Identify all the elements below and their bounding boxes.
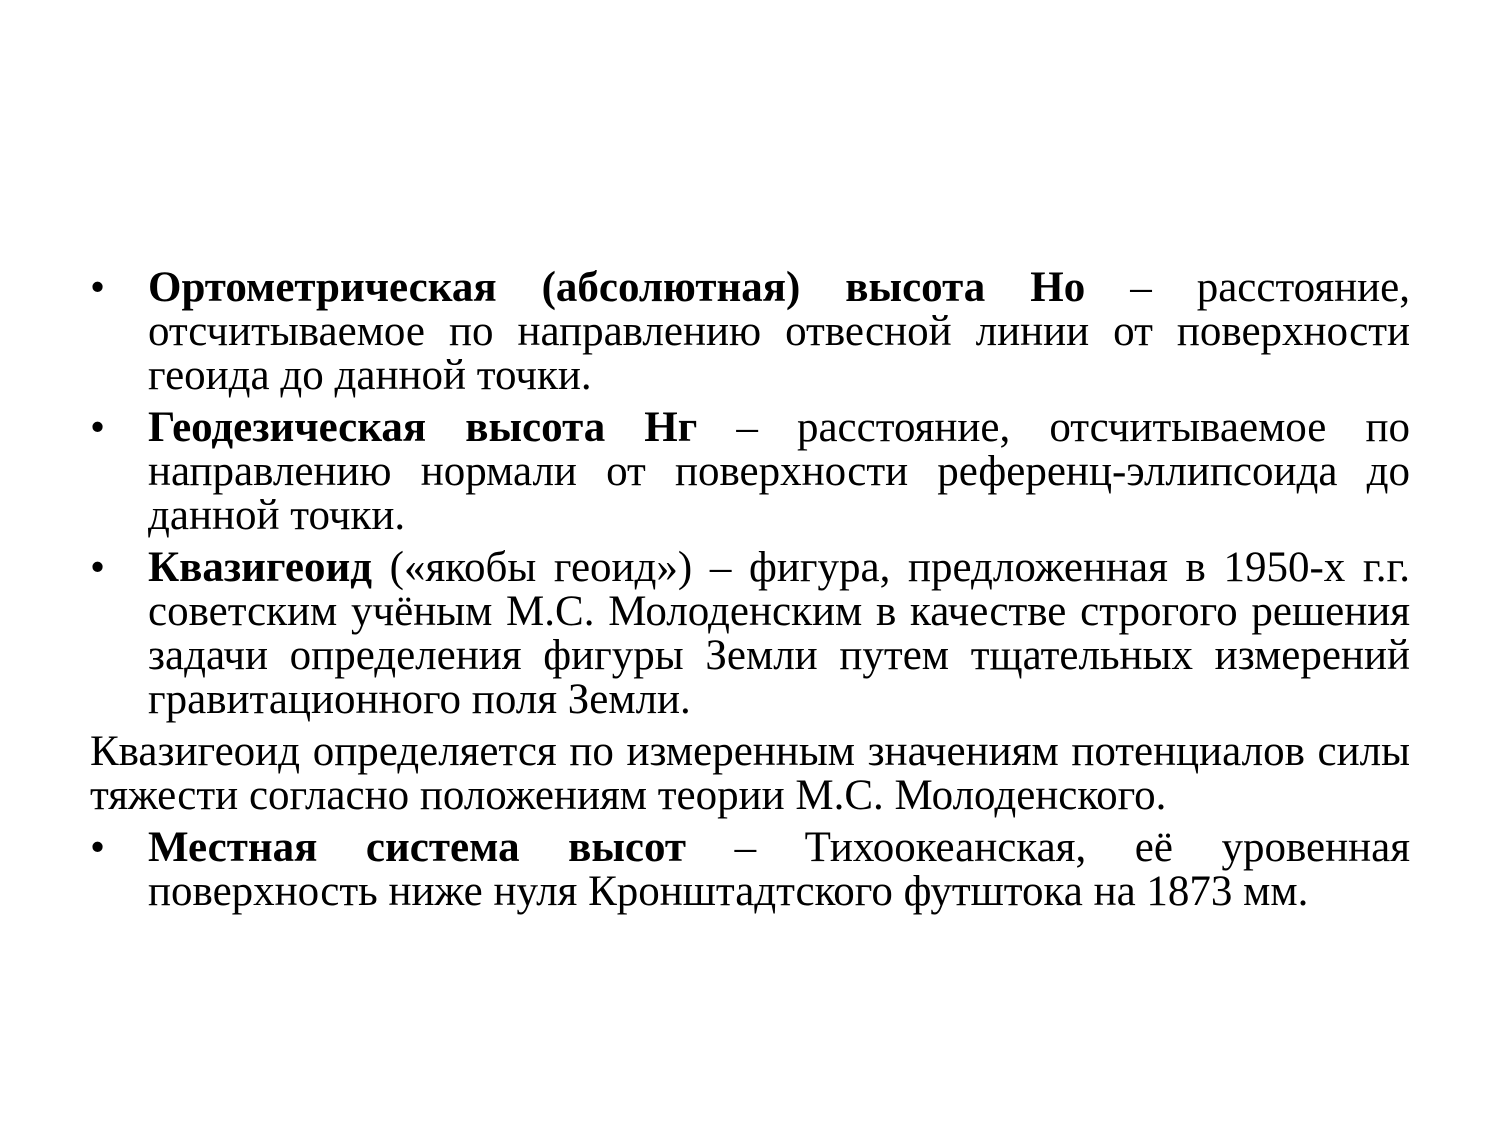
definition-quasigeoid: («якобы геоид») – фигура, предложенная в 1950-х г.г. советским учёным М.С. Молоденским в качестве строгого решения задачи определения фигуры Земли путем тщательных измерений гравитационного поля Земли. <box>148 544 1410 723</box>
term-geodetic-height: Геодезическая высота Hг <box>148 404 698 451</box>
bullet-icon: • <box>90 544 106 591</box>
term-quasigeoid: Квазигеоид <box>148 544 373 591</box>
term-orthometric-height: Ортометрическая (абсолютная) высота Hо <box>148 264 1086 311</box>
term-local-height-system: Местная система высот <box>148 824 687 871</box>
definition-orthometric-height: – расстояние, отсчитываемое по направлению отвесной линии от поверхности геоида до данной точки. <box>148 264 1410 399</box>
bullet-icon: • <box>90 824 106 871</box>
bullet-item-local-height-system <box>90 826 1410 914</box>
bullet-icon: • <box>90 264 106 311</box>
definition-geodetic-height: – расстояние, отсчитываемое по направлению нормали от поверхности референц-эллипсоида до данной точки. <box>148 404 1410 539</box>
definition-local-height-system: – Тихоокеанская, её уровенная поверхность ниже нуля Кронштадтского футштока на 1873 мм. <box>148 824 1410 915</box>
bullet-icon: • <box>90 404 106 451</box>
bullet-item-geodetic-height <box>90 406 1410 538</box>
bullet-item-quasigeoid <box>90 546 1410 722</box>
slide-content <box>90 266 1410 922</box>
bullet-item-orthometric-height <box>90 266 1410 398</box>
quasigeoid-paragraph: Квазигеоид определяется по измеренным значениям потенциалов силы тяжести согласно положениям теории М.С. Молоденского. <box>90 728 1410 819</box>
